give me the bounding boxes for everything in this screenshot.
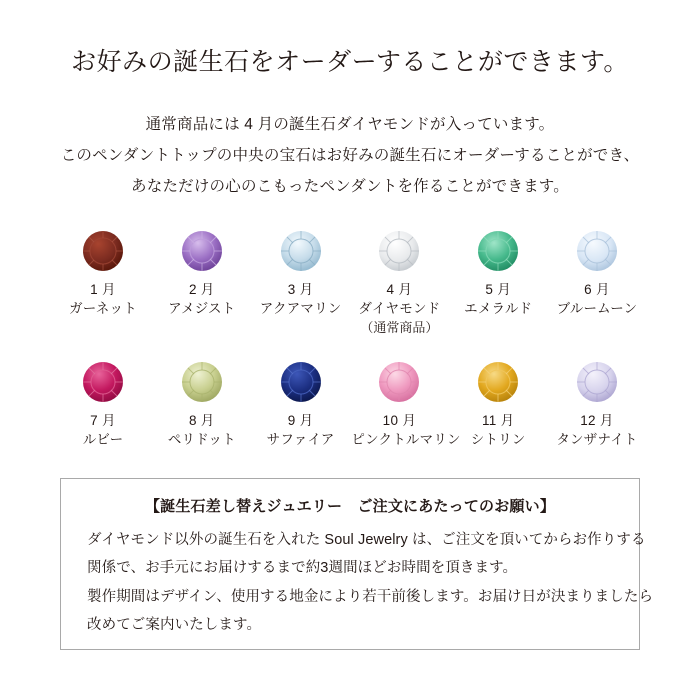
birthstone-month: 3 月 bbox=[287, 281, 314, 297]
birthstone-item-2[interactable] bbox=[154, 228, 250, 319]
birthstone-item-7[interactable] bbox=[55, 359, 151, 450]
gem-1-wrap bbox=[55, 228, 151, 274]
birthstone-name: サファイア bbox=[266, 432, 335, 448]
birthstone-name: アメジスト bbox=[168, 301, 236, 317]
gem-4-wrap bbox=[351, 228, 447, 274]
notice-box bbox=[60, 478, 654, 650]
pink-tourmaline-gem-icon bbox=[377, 360, 421, 404]
birthstone-grid bbox=[55, 202, 645, 450]
notice-line: 改めてご案内いたします。 bbox=[87, 616, 262, 633]
birthstone-name: ダイヤモンド bbox=[358, 301, 441, 317]
lead-line: 通常商品には 4 月の誕生石ダイヤモンドが入っています。 bbox=[145, 115, 555, 133]
gem-9-wrap bbox=[253, 359, 349, 405]
garnet-gem-icon bbox=[81, 229, 125, 273]
birthstone-item-3[interactable] bbox=[253, 228, 349, 319]
birthstone-row bbox=[55, 228, 645, 337]
amethyst-gem-icon bbox=[180, 229, 224, 273]
birthstone-row bbox=[55, 359, 645, 450]
birthstone-item-11[interactable] bbox=[450, 359, 546, 450]
emerald-gem-icon bbox=[476, 229, 520, 273]
birthstone-name: タンザナイト bbox=[556, 432, 638, 448]
birthstone-item-5[interactable] bbox=[450, 228, 546, 319]
birthstone-month: 11 月 bbox=[481, 412, 515, 428]
birthstone-name: ブルームーン bbox=[556, 301, 638, 317]
birthstone-item-10[interactable] bbox=[351, 359, 461, 450]
gem-6-wrap bbox=[549, 228, 645, 274]
birthstone-month: 8 月 bbox=[188, 412, 215, 428]
gem-5-wrap bbox=[450, 228, 546, 274]
birthstone-name: エメラルド bbox=[464, 301, 533, 317]
birthstone-month: 6 月 bbox=[584, 281, 610, 297]
gem-3-wrap bbox=[253, 228, 349, 274]
notice-title: 【誕生石差し替えジュエリー ご注文にあたってのお願い】 bbox=[144, 498, 556, 515]
birthstone-name: ルビー bbox=[82, 432, 124, 448]
sapphire-gem-icon bbox=[279, 360, 323, 404]
bluemoon-gem-icon bbox=[575, 229, 619, 273]
ruby-gem-icon bbox=[81, 360, 125, 404]
page-title: お好みの誕生石をオーダーすることができます。 bbox=[71, 48, 629, 76]
gem-12-wrap bbox=[549, 359, 645, 405]
tanzanite-gem-icon bbox=[575, 360, 619, 404]
birthstone-month: 2 月 bbox=[188, 281, 215, 297]
aquamarine-gem-icon bbox=[279, 229, 323, 273]
birthstone-item-12[interactable] bbox=[549, 359, 645, 450]
lead-paragraph bbox=[0, 79, 700, 202]
peridot-gem-icon bbox=[180, 360, 224, 404]
birthstone-name: ペリドット bbox=[167, 432, 236, 448]
birthstone-note: （通常商品） bbox=[360, 319, 439, 335]
birthstone-item-8[interactable] bbox=[154, 359, 250, 450]
birthstone-month: 9 月 bbox=[287, 412, 314, 428]
birthstone-item-9[interactable] bbox=[253, 359, 349, 450]
birthstone-month: 4 月 bbox=[386, 281, 413, 297]
birthstone-item-4[interactable] bbox=[351, 228, 447, 337]
notice-line: 製作期間はデザイン、使用する地金により若干前後します。お届け日が決まりましたら bbox=[87, 588, 654, 605]
lead-line: このペンダントトップの中央の宝石はお好みの誕生石にオーダーすることができ、 bbox=[60, 146, 640, 164]
lead-line: あなただけの心のこもったペンダントを作ることができます。 bbox=[131, 177, 569, 195]
gem-10-wrap bbox=[351, 359, 447, 405]
birthstone-item-6[interactable] bbox=[549, 228, 645, 319]
notice-line: 関係で、お手元にお届けするまで約3週間ほどお時間を頂きます。 bbox=[87, 560, 518, 577]
gem-2-wrap bbox=[154, 228, 250, 274]
birthstone-item-1[interactable] bbox=[55, 228, 151, 319]
birthstone-name: シトリン bbox=[470, 432, 526, 448]
gem-8-wrap bbox=[154, 359, 250, 405]
citrine-gem-icon bbox=[476, 360, 520, 404]
diamond-gem-icon bbox=[377, 229, 421, 273]
birthstone-month: 7 月 bbox=[90, 412, 116, 428]
birthstone-month: 10 月 bbox=[382, 412, 417, 428]
birthstone-name: ガーネット bbox=[69, 301, 137, 317]
birthstone-name: ピンクトルマリン bbox=[351, 432, 461, 448]
notice-line: ダイヤモンド以外の誕生石を入れた Soul Jewelry は、ご注文を頂いてからお作りする bbox=[87, 532, 646, 548]
gem-7-wrap bbox=[55, 359, 151, 405]
notice-body bbox=[61, 516, 654, 639]
birthstone-name: アクアマリン bbox=[259, 301, 342, 317]
birthstone-month: 5 月 bbox=[485, 281, 512, 297]
birthstone-month: 1 月 bbox=[90, 281, 116, 297]
birthstone-month: 12 月 bbox=[580, 412, 614, 428]
gem-11-wrap bbox=[450, 359, 546, 405]
